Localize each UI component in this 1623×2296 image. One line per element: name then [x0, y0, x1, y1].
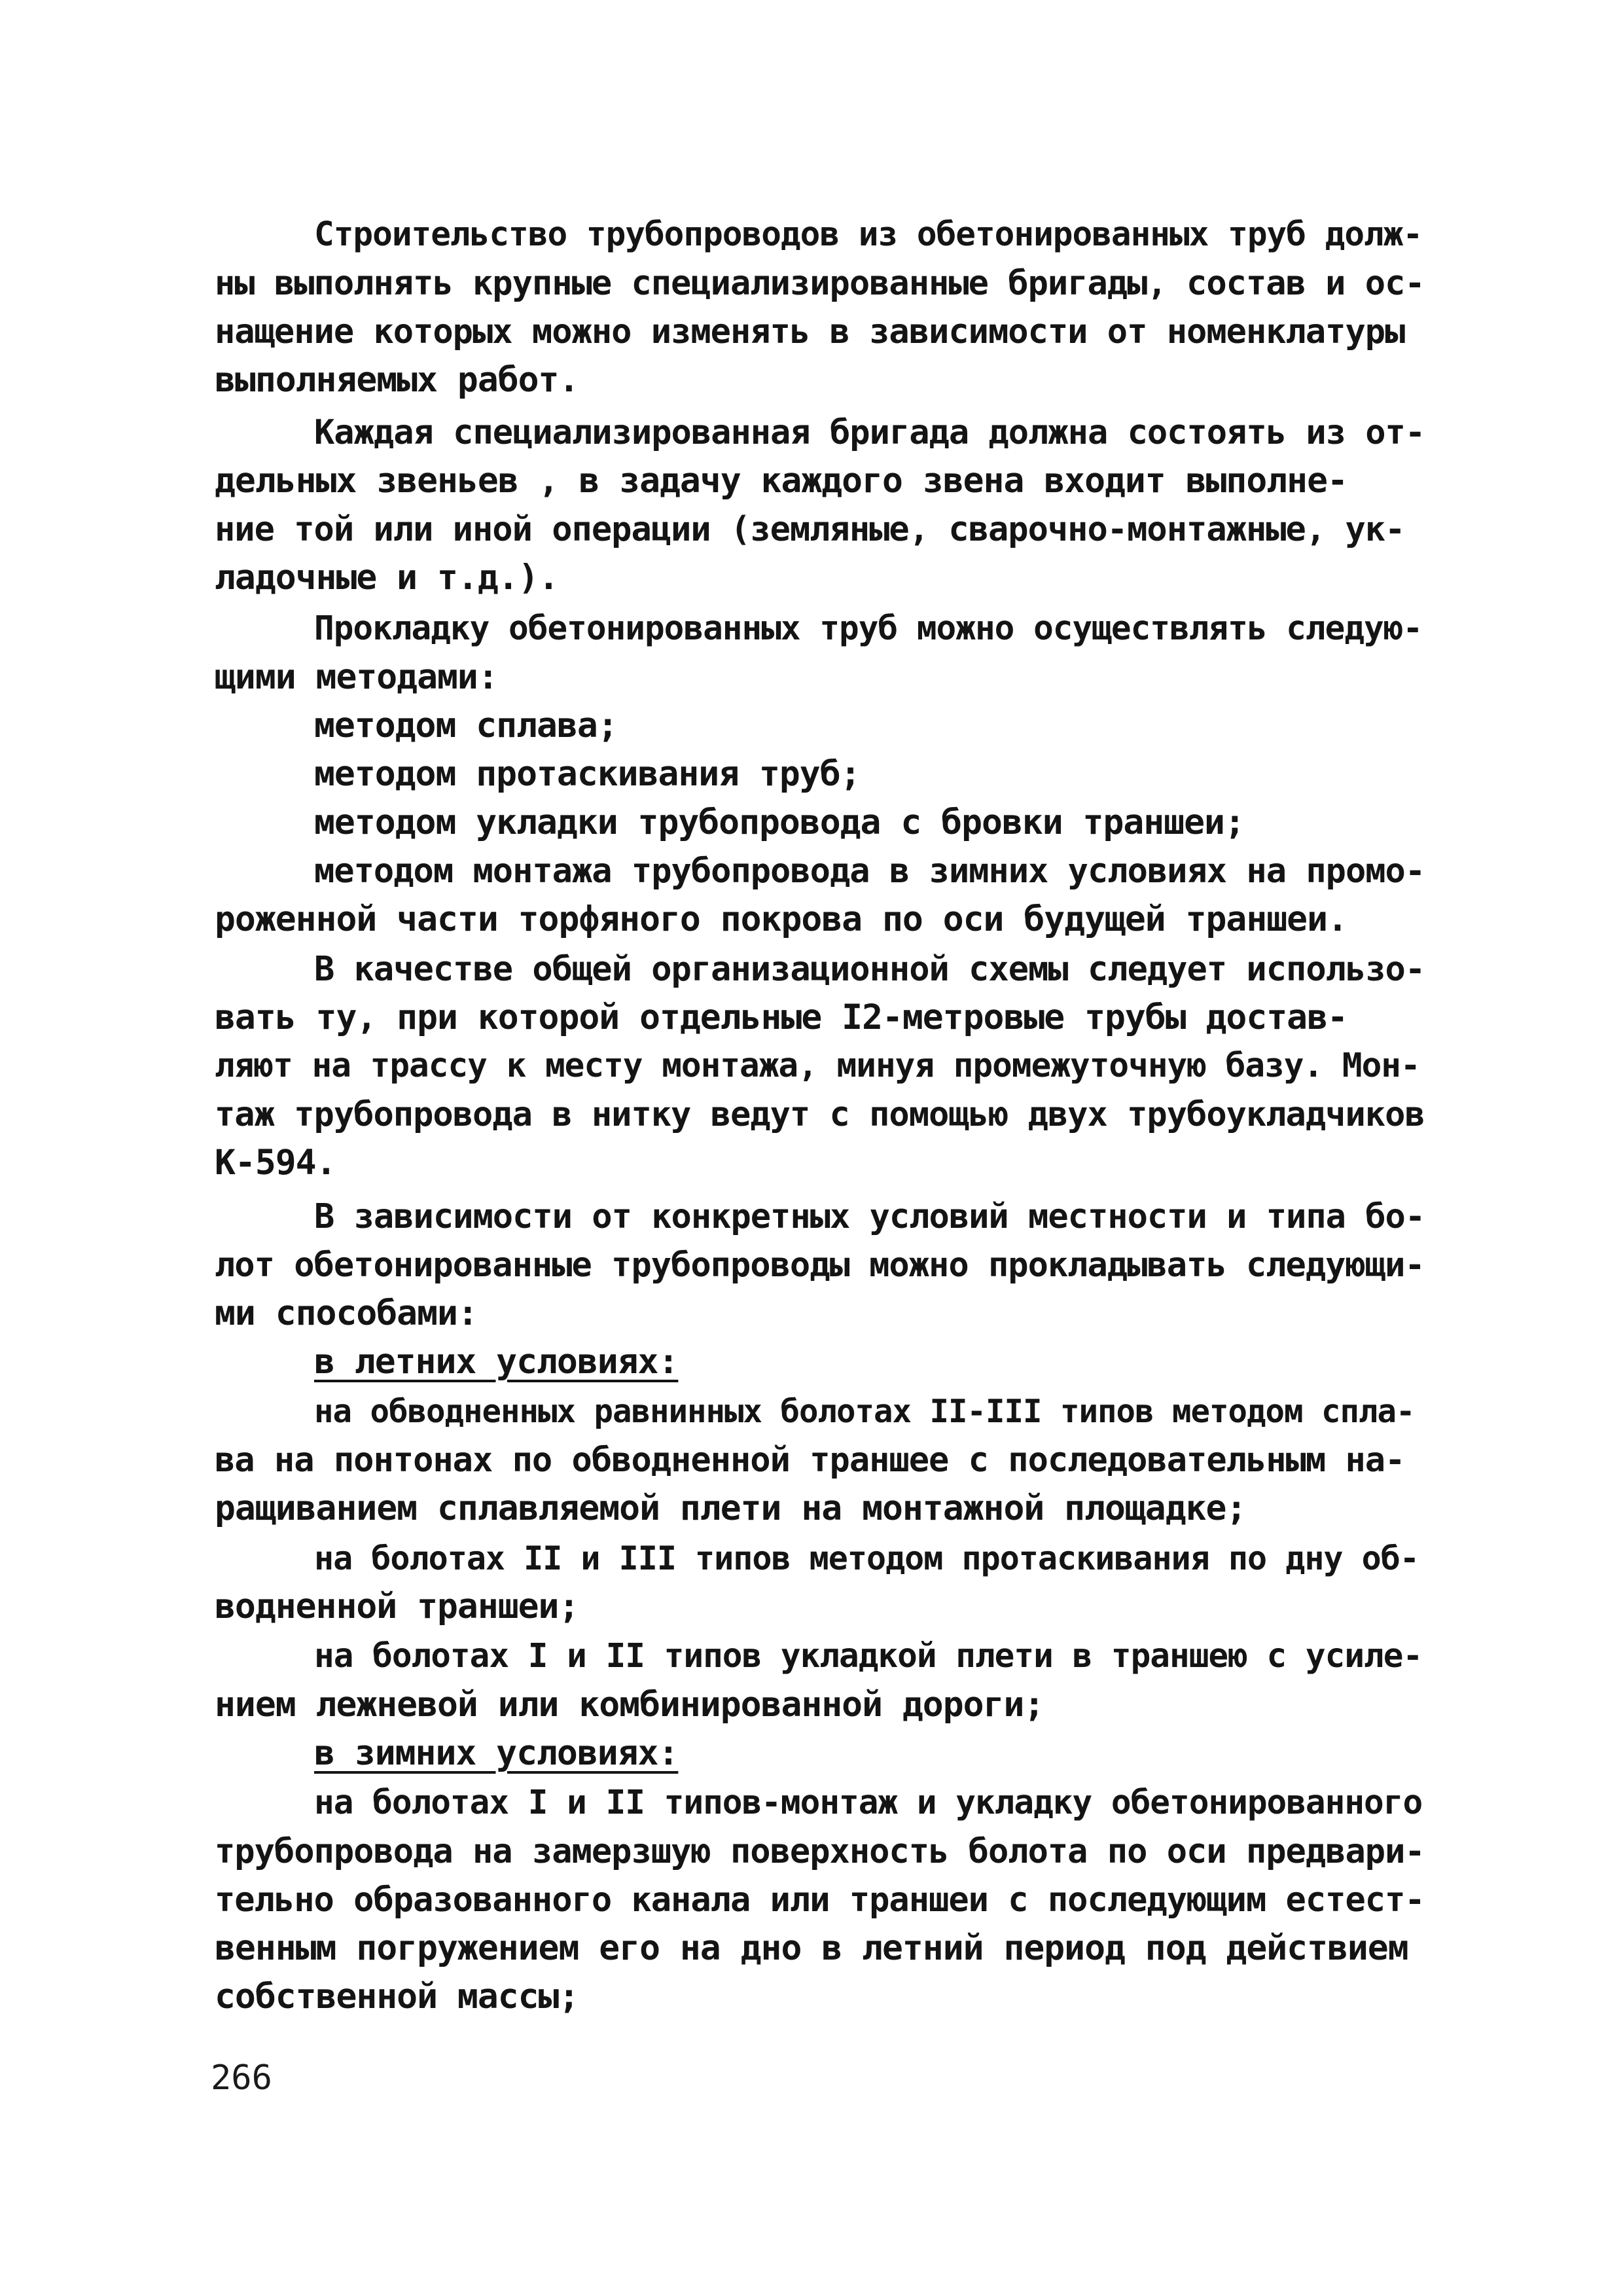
text-line: ладочные и т.д.).	[215, 558, 559, 598]
section-heading-summer: в летних условиях:	[314, 1342, 679, 1382]
text-line: ляют на трассу к месту монтажа, минуя промежуточную базу. Мон-	[215, 1047, 1420, 1085]
text-line: ва на понтонах по обводненной траншее с последовательным на-	[215, 1441, 1405, 1480]
text-line: Прокладку обетонированных труб можно осуществлять следую-	[314, 609, 1423, 648]
text-line: К-594.	[215, 1143, 336, 1183]
text-line: лот обетонированные трубопроводы можно прокладывать следующи-	[215, 1246, 1425, 1285]
list-item: методом протаскивания труб;	[314, 754, 861, 794]
list-item: методом монтажа трубопровода в зимних условиях на промо-	[314, 852, 1425, 891]
text-line: на обводненных равнинных болотах II-III типов методом спла-	[314, 1393, 1415, 1430]
text-line: венным погружением его на дно в летний период под действием	[215, 1928, 1408, 1968]
text-line: Строительство трубопроводов из обетонированных труб долж-	[314, 215, 1423, 254]
text-line: ми способами:	[215, 1293, 478, 1333]
text-line: на болотах I и II типов-монтаж и укладку обетонированного	[314, 1784, 1423, 1822]
text-line: ние той или иной операции (земляные, сварочно-монтажные, ук-	[215, 510, 1405, 549]
text-line: водненной траншеи;	[215, 1587, 579, 1626]
list-item: методом сплава;	[314, 706, 618, 745]
text-line: на болотах II и III типов методом протаскивания по дну об-	[314, 1539, 1419, 1577]
text-line: дельных звеньев , в задачу каждого звена входит выполне-	[215, 461, 1347, 501]
text-line: В качестве общей организационной схемы следует использо-	[314, 950, 1425, 989]
text-line: Каждая специализированная бригада должна состоять из от-	[314, 413, 1425, 452]
text-line: трубопровода на замерзшую поверхность болота по оси предвари-	[215, 1832, 1425, 1871]
text-line: вать ту, при которой отдельные I2-метровые трубы достав-	[215, 997, 1347, 1037]
section-heading-winter: в зимних условиях:	[314, 1733, 679, 1773]
text-line: выполняемых работ.	[215, 360, 579, 400]
text-line: таж трубопровода в нитку ведут с помощью двух трубоукладчиков	[215, 1095, 1425, 1134]
text-line: ны выполнять крупные специализированные бригады, состав и ос-	[215, 264, 1425, 303]
page-number: 266	[211, 2058, 272, 2098]
text-line: роженной части торфяного покрова по оси будущей траншеи.	[215, 899, 1347, 939]
text-line: ращиванием сплавляемой плети на монтажной площадке;	[215, 1488, 1247, 1528]
text-line: В зависимости от конкретных условий местности и типа бо-	[314, 1197, 1425, 1236]
text-line: на болотах I и II типов укладкой плети в траншею с усиле-	[314, 1637, 1423, 1676]
text-line: щими методами:	[215, 657, 498, 697]
list-item: методом укладки трубопровода с бровки траншеи;	[314, 802, 1245, 842]
text-line: нием лежневой или комбинированной дороги;	[215, 1685, 1044, 1725]
text-line: собственной массы;	[215, 1977, 579, 2017]
text-line: тельно образованного канала или траншеи с последующим естест-	[215, 1880, 1425, 1920]
text-line: нащение которых можно изменять в зависимости от номенклатуры	[215, 312, 1405, 351]
